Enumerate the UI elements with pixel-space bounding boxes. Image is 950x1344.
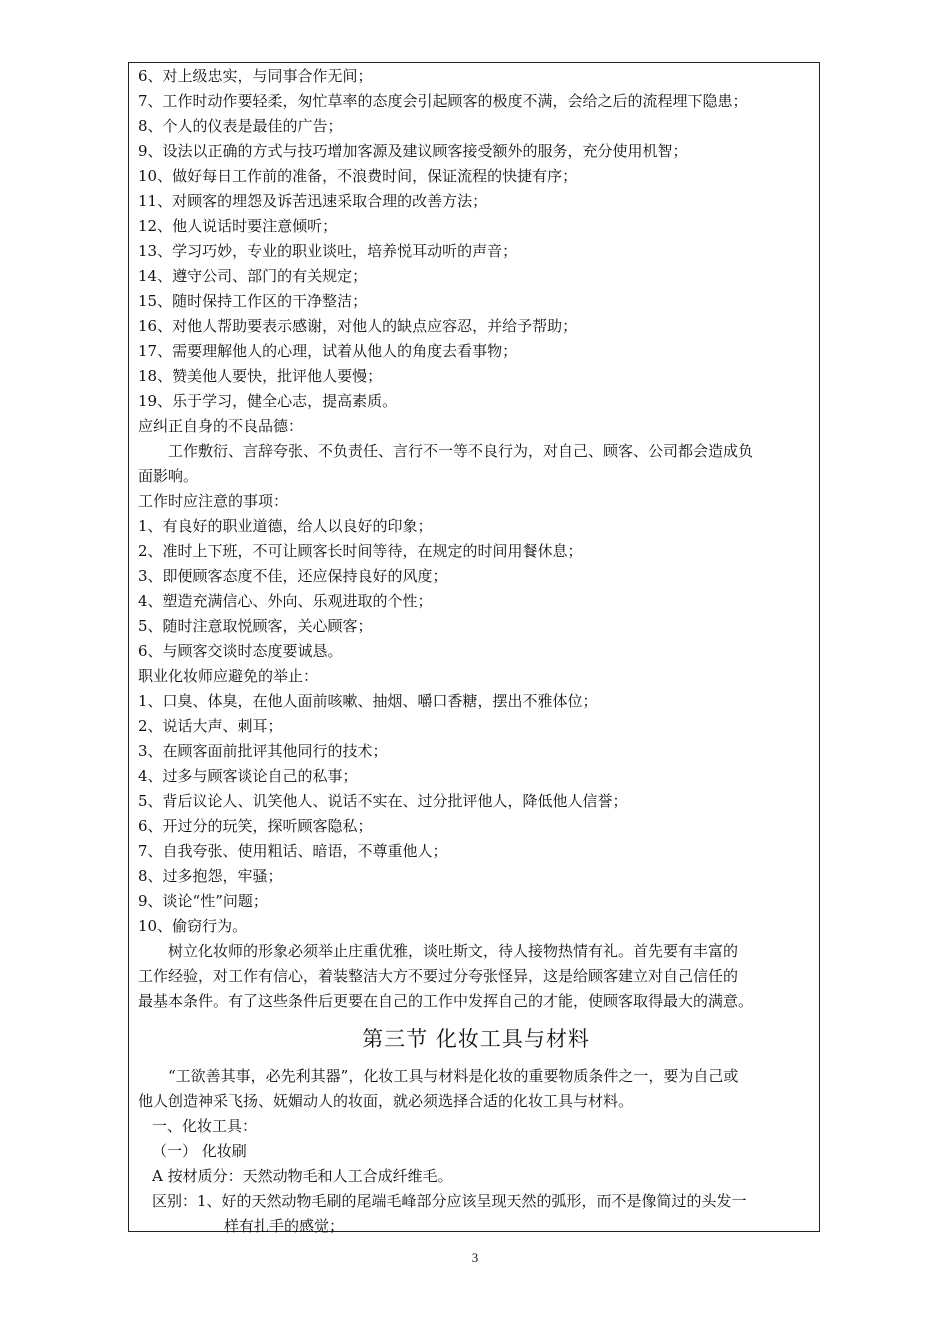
list-item: 2、准时上下班，不可让顾客长时间等待，在规定的时间用餐休息； (138, 542, 583, 560)
list-item: 4、过多与顾客谈论自己的私事； (138, 767, 358, 785)
list-item: 11、对顾客的埋怨及诉苦迅速采取合理的改善方法； (138, 192, 488, 210)
list-item: 9、设法以正确的方式与技巧增加客源及建议顾客接受额外的服务，充分使用机智； (138, 142, 688, 160)
paragraph-line: 树立化妆师的形象必须举止庄重优雅，谈吐斯文，待人接物热情有礼。首先要有丰富的 (168, 942, 739, 960)
list-item: 3、在顾客面前批评其他同行的技术； (138, 742, 388, 760)
paragraph-line: 最基本条件。有了这些条件后更要在自己的工作中发挥自己的才能，使顾客取得最大的满意。 (138, 992, 754, 1010)
subheading-brush: （一） 化妆刷 (152, 1142, 247, 1160)
list-item: 3、即便顾客态度不佳，还应保持良好的风度； (138, 567, 448, 585)
document-body (138, 64, 814, 1239)
list-item: 5、随时注意取悦顾客，关心顾客； (138, 617, 373, 635)
paragraph-line: 面影响。 (138, 467, 199, 485)
list-item: 7、自我夸张、使用粗话、暗语，不尊重他人； (138, 842, 448, 860)
section-title: 第三节 化妆工具与材料 (362, 1027, 590, 1051)
page-number: 3 (471, 1250, 479, 1265)
subheading-tools: 一、化妆工具： (152, 1117, 258, 1135)
paragraph-line: 他人创造神采飞扬、妩媚动人的妆面，就必须选择合适的化妆工具与材料。 (138, 1092, 634, 1110)
section-label-work-notes: 工作时应注意的事项： (138, 492, 289, 510)
list-item: 6、对上级忠实，与同事合作无间； (138, 67, 373, 85)
paragraph-line: 工作经验，对工作有信心，着装整洁大方不要过分夸张怪异，这是给顾客建立对自己信任的 (138, 967, 739, 985)
paragraph-line: 工作敷衍、言辞夸张、不负责任、言行不一等不良行为，对自己、顾客、公司都会造成负 (168, 442, 754, 460)
difference-line: 区别：1、好的天然动物毛刷的尾端毛峰部分应该呈现天然的弧形，而不是像简过的头发一 (152, 1192, 747, 1210)
section-label-avoid: 职业化妆师应避免的举止： (138, 667, 319, 685)
list-item: 17、需要理解他人的心理，试着从他人的角度去看事物； (138, 342, 518, 360)
list-item: 9、谈论“性”问题； (138, 892, 268, 910)
material-line: A 按材质分：天然动物毛和人工合成纤维毛。 (152, 1167, 453, 1185)
list-item: 15、随时保持工作区的干净整洁； (138, 292, 368, 310)
list-item: 1、有良好的职业道德，给人以良好的印象； (138, 517, 433, 535)
list-item: 19、乐于学习，健全心志，提高素质。 (138, 392, 398, 410)
list-item: 14、遵守公司、部门的有关规定； (138, 267, 368, 285)
list-item: 10、偷窃行为。 (138, 917, 248, 935)
list-item: 4、塑造充满信心、外向、乐观进取的个性； (138, 592, 433, 610)
list-item: 12、他人说话时要注意倾听； (138, 217, 338, 235)
list-item: 7、工作时动作要轻柔，匆忙草率的态度会引起顾客的极度不满，会给之后的流程埋下隐患； (138, 92, 748, 110)
list-item: 8、个人的仪表是最佳的广告； (138, 117, 343, 135)
list-item: 2、说话大声、刺耳； (138, 717, 283, 735)
paragraph-line: “工欲善其事，必先利其器”，化妆工具与材料是化妆的重要物质条件之一，要为自己或 (168, 1067, 739, 1085)
list-item: 18、赞美他人要快，批评他人要慢； (138, 367, 383, 385)
list-item: 16、对他人帮助要表示感谢，对他人的缺点应容忍，并给予帮助； (138, 317, 578, 335)
list-item: 5、背后议论人、讥笑他人、说话不实在、过分批评他人，降低他人信誉； (138, 792, 628, 810)
section-label-bad-traits: 应纠正自身的不良品德： (138, 417, 304, 435)
list-item: 6、与顾客交谈时态度要诚恳。 (138, 642, 343, 660)
difference-line-cont: 样有扎手的感觉； (224, 1217, 345, 1235)
list-item: 6、开过分的玩笑，探听顾客隐私； (138, 817, 373, 835)
list-item: 13、学习巧妙，专业的职业谈吐，培养悦耳动听的声音； (138, 242, 518, 260)
list-item: 10、做好每日工作前的准备，不浪费时间，保证流程的快捷有序； (138, 167, 578, 185)
list-item: 1、口臭、体臭，在他人面前咳嗽、抽烟、嚼口香糖，摆出不雅体位； (138, 692, 598, 710)
list-item: 8、过多抱怨，牢骚； (138, 867, 283, 885)
